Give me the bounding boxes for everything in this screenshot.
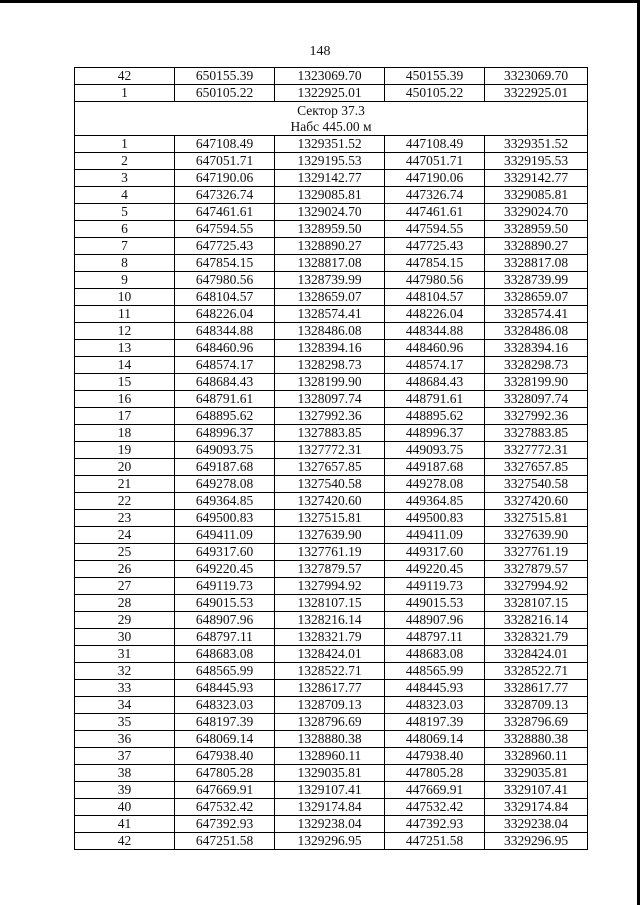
x-local-cell: 448895.62 <box>385 408 485 425</box>
x-coord-cell: 648791.61 <box>175 391 275 408</box>
x-local-cell: 449278.08 <box>385 476 485 493</box>
y-coord-cell: 1327761.19 <box>275 544 385 561</box>
y-local-cell: 3327879.57 <box>485 561 588 578</box>
point-number-cell: 5 <box>75 204 175 221</box>
x-local-cell: 448460.96 <box>385 340 485 357</box>
x-coord-cell: 649411.09 <box>175 527 275 544</box>
y-local-cell: 3327657.85 <box>485 459 588 476</box>
y-coord-cell: 1328097.74 <box>275 391 385 408</box>
x-coord-cell: 649015.53 <box>175 595 275 612</box>
sector-title: Сектор 37.3 <box>297 102 365 118</box>
point-number-cell: 42 <box>75 68 175 85</box>
x-coord-cell: 647392.93 <box>175 816 275 833</box>
table-row <box>75 374 588 391</box>
table-row <box>75 595 588 612</box>
x-coord-cell: 650105.22 <box>175 85 275 102</box>
previous-sector-rows <box>75 68 588 102</box>
x-coord-cell: 649278.08 <box>175 476 275 493</box>
x-local-cell: 448323.03 <box>385 697 485 714</box>
x-local-cell: 450155.39 <box>385 68 485 85</box>
point-number-cell: 18 <box>75 425 175 442</box>
table-row <box>75 629 588 646</box>
x-local-cell: 448574.17 <box>385 357 485 374</box>
y-coord-cell: 1328796.69 <box>275 714 385 731</box>
x-coord-cell: 648323.03 <box>175 697 275 714</box>
x-coord-cell: 647051.71 <box>175 153 275 170</box>
x-local-cell: 450105.22 <box>385 85 485 102</box>
scan-border-top <box>0 0 640 3</box>
x-local-cell: 447669.91 <box>385 782 485 799</box>
x-coord-cell: 648104.57 <box>175 289 275 306</box>
x-local-cell: 447980.56 <box>385 272 485 289</box>
x-coord-cell: 647461.61 <box>175 204 275 221</box>
y-coord-cell: 1328199.90 <box>275 374 385 391</box>
y-local-cell: 3328522.71 <box>485 663 588 680</box>
x-coord-cell: 647532.42 <box>175 799 275 816</box>
y-coord-cell: 1328424.01 <box>275 646 385 663</box>
table-row <box>75 323 588 340</box>
point-number-cell: 1 <box>75 85 175 102</box>
x-local-cell: 449220.45 <box>385 561 485 578</box>
y-coord-cell: 1327515.81 <box>275 510 385 527</box>
y-local-cell: 3328890.27 <box>485 238 588 255</box>
y-coord-cell: 1329107.41 <box>275 782 385 799</box>
x-coord-cell: 649364.85 <box>175 493 275 510</box>
point-number-cell: 37 <box>75 748 175 765</box>
x-local-cell: 448683.08 <box>385 646 485 663</box>
table-row <box>75 833 588 850</box>
y-local-cell: 3327420.60 <box>485 493 588 510</box>
y-local-cell: 3329107.41 <box>485 782 588 799</box>
x-local-cell: 447594.55 <box>385 221 485 238</box>
point-number-cell: 11 <box>75 306 175 323</box>
y-local-cell: 3329035.81 <box>485 765 588 782</box>
x-coord-cell: 647326.74 <box>175 187 275 204</box>
y-local-cell: 3328709.13 <box>485 697 588 714</box>
x-coord-cell: 648344.88 <box>175 323 275 340</box>
y-local-cell: 3327883.85 <box>485 425 588 442</box>
point-number-cell: 17 <box>75 408 175 425</box>
x-local-cell: 447938.40 <box>385 748 485 765</box>
y-coord-cell: 1327540.58 <box>275 476 385 493</box>
y-local-cell: 3328796.69 <box>485 714 588 731</box>
point-number-cell: 25 <box>75 544 175 561</box>
y-local-cell: 3327772.31 <box>485 442 588 459</box>
x-local-cell: 448344.88 <box>385 323 485 340</box>
table-row <box>75 425 588 442</box>
x-coord-cell: 648565.99 <box>175 663 275 680</box>
y-local-cell: 3328880.38 <box>485 731 588 748</box>
x-local-cell: 448069.14 <box>385 731 485 748</box>
x-coord-cell: 648895.62 <box>175 408 275 425</box>
x-local-cell: 447392.93 <box>385 816 485 833</box>
point-number-cell: 15 <box>75 374 175 391</box>
point-number-cell: 7 <box>75 238 175 255</box>
x-local-cell: 448565.99 <box>385 663 485 680</box>
point-number-cell: 31 <box>75 646 175 663</box>
point-number-cell: 21 <box>75 476 175 493</box>
y-coord-cell: 1328817.08 <box>275 255 385 272</box>
y-coord-cell: 1327883.85 <box>275 425 385 442</box>
y-local-cell: 3328960.11 <box>485 748 588 765</box>
table-row <box>75 612 588 629</box>
point-number-cell: 23 <box>75 510 175 527</box>
x-coord-cell: 648069.14 <box>175 731 275 748</box>
y-coord-cell: 1329035.81 <box>275 765 385 782</box>
table-row <box>75 476 588 493</box>
x-local-cell: 449093.75 <box>385 442 485 459</box>
x-coord-cell: 647725.43 <box>175 238 275 255</box>
y-local-cell: 3328739.99 <box>485 272 588 289</box>
point-number-cell: 8 <box>75 255 175 272</box>
point-number-cell: 30 <box>75 629 175 646</box>
y-coord-cell: 1328890.27 <box>275 238 385 255</box>
y-local-cell: 3327639.90 <box>485 527 588 544</box>
y-coord-cell: 1328298.73 <box>275 357 385 374</box>
table-row <box>75 663 588 680</box>
table-row <box>75 357 588 374</box>
y-local-cell: 3329085.81 <box>485 187 588 204</box>
y-local-cell: 3329142.77 <box>485 170 588 187</box>
x-coord-cell: 647251.58 <box>175 833 275 850</box>
sector-header <box>75 102 588 136</box>
x-local-cell: 447725.43 <box>385 238 485 255</box>
y-coord-cell: 1329085.81 <box>275 187 385 204</box>
x-coord-cell: 647854.15 <box>175 255 275 272</box>
table-row <box>75 289 588 306</box>
y-coord-cell: 1322925.01 <box>275 85 385 102</box>
x-coord-cell: 649119.73 <box>175 578 275 595</box>
y-local-cell: 3328959.50 <box>485 221 588 238</box>
y-local-cell: 3328424.01 <box>485 646 588 663</box>
x-local-cell: 448996.37 <box>385 425 485 442</box>
table-row <box>75 731 588 748</box>
point-number-cell: 42 <box>75 833 175 850</box>
y-local-cell: 3328659.07 <box>485 289 588 306</box>
point-number-cell: 40 <box>75 799 175 816</box>
y-coord-cell: 1328574.41 <box>275 306 385 323</box>
x-coord-cell: 648226.04 <box>175 306 275 323</box>
point-number-cell: 26 <box>75 561 175 578</box>
x-local-cell: 449317.60 <box>385 544 485 561</box>
point-number-cell: 9 <box>75 272 175 289</box>
x-coord-cell: 648574.17 <box>175 357 275 374</box>
y-local-cell: 3328216.14 <box>485 612 588 629</box>
point-number-cell: 3 <box>75 170 175 187</box>
point-number-cell: 16 <box>75 391 175 408</box>
x-local-cell: 448791.61 <box>385 391 485 408</box>
x-coord-cell: 647594.55 <box>175 221 275 238</box>
table-row <box>75 408 588 425</box>
x-local-cell: 447051.71 <box>385 153 485 170</box>
point-number-cell: 13 <box>75 340 175 357</box>
table-row <box>75 510 588 527</box>
x-coord-cell: 650155.39 <box>175 68 275 85</box>
table-row <box>75 187 588 204</box>
point-number-cell: 28 <box>75 595 175 612</box>
x-coord-cell: 648683.08 <box>175 646 275 663</box>
point-number-cell: 22 <box>75 493 175 510</box>
y-coord-cell: 1329174.84 <box>275 799 385 816</box>
table-row <box>75 442 588 459</box>
y-coord-cell: 1328659.07 <box>275 289 385 306</box>
x-coord-cell: 649317.60 <box>175 544 275 561</box>
x-coord-cell: 647108.49 <box>175 136 275 153</box>
point-number-cell: 34 <box>75 697 175 714</box>
x-local-cell: 449364.85 <box>385 493 485 510</box>
x-local-cell: 448907.96 <box>385 612 485 629</box>
table-row <box>75 816 588 833</box>
table-row <box>75 799 588 816</box>
x-local-cell: 449015.53 <box>385 595 485 612</box>
y-local-cell: 3329024.70 <box>485 204 588 221</box>
y-local-cell: 3322925.01 <box>485 85 588 102</box>
y-coord-cell: 1328486.08 <box>275 323 385 340</box>
x-local-cell: 449119.73 <box>385 578 485 595</box>
x-local-cell: 449500.83 <box>385 510 485 527</box>
y-coord-cell: 1328522.71 <box>275 663 385 680</box>
y-coord-cell: 1328617.77 <box>275 680 385 697</box>
table-row <box>75 714 588 731</box>
y-local-cell: 3327515.81 <box>485 510 588 527</box>
x-coord-cell: 649093.75 <box>175 442 275 459</box>
point-number-cell: 10 <box>75 289 175 306</box>
table-row <box>75 493 588 510</box>
table-row <box>75 561 588 578</box>
table-row <box>75 459 588 476</box>
point-number-cell: 35 <box>75 714 175 731</box>
point-number-cell: 38 <box>75 765 175 782</box>
y-coord-cell: 1328739.99 <box>275 272 385 289</box>
y-local-cell: 3328817.08 <box>485 255 588 272</box>
x-coord-cell: 648907.96 <box>175 612 275 629</box>
x-local-cell: 447326.74 <box>385 187 485 204</box>
point-number-cell: 2 <box>75 153 175 170</box>
table-row <box>75 85 588 102</box>
x-coord-cell: 648445.93 <box>175 680 275 697</box>
y-coord-cell: 1328321.79 <box>275 629 385 646</box>
y-local-cell: 3328199.90 <box>485 374 588 391</box>
point-number-cell: 20 <box>75 459 175 476</box>
sector-rows <box>75 136 588 850</box>
table-row <box>75 646 588 663</box>
point-number-cell: 32 <box>75 663 175 680</box>
x-coord-cell: 649187.68 <box>175 459 275 476</box>
x-local-cell: 448797.11 <box>385 629 485 646</box>
x-coord-cell: 648460.96 <box>175 340 275 357</box>
y-coord-cell: 1329024.70 <box>275 204 385 221</box>
y-coord-cell: 1327639.90 <box>275 527 385 544</box>
y-local-cell: 3328394.16 <box>485 340 588 357</box>
table-row <box>75 527 588 544</box>
sector-subtitle: Набс 445.00 м <box>290 118 372 134</box>
table-row <box>75 544 588 561</box>
x-local-cell: 447854.15 <box>385 255 485 272</box>
table-row <box>75 306 588 323</box>
point-number-cell: 19 <box>75 442 175 459</box>
y-coord-cell: 1327879.57 <box>275 561 385 578</box>
y-coord-cell: 1327992.36 <box>275 408 385 425</box>
y-coord-cell: 1328880.38 <box>275 731 385 748</box>
x-local-cell: 448104.57 <box>385 289 485 306</box>
x-local-cell: 448226.04 <box>385 306 485 323</box>
point-number-cell: 41 <box>75 816 175 833</box>
point-number-cell: 14 <box>75 357 175 374</box>
y-coord-cell: 1328216.14 <box>275 612 385 629</box>
x-coord-cell: 648197.39 <box>175 714 275 731</box>
table-row <box>75 68 588 85</box>
table-row <box>75 255 588 272</box>
x-coord-cell: 647190.06 <box>175 170 275 187</box>
x-local-cell: 448445.93 <box>385 680 485 697</box>
y-coord-cell: 1328394.16 <box>275 340 385 357</box>
x-local-cell: 448684.43 <box>385 374 485 391</box>
y-local-cell: 3327540.58 <box>485 476 588 493</box>
x-local-cell: 447251.58 <box>385 833 485 850</box>
y-local-cell: 3328574.41 <box>485 306 588 323</box>
table-row <box>75 765 588 782</box>
x-coord-cell: 647669.91 <box>175 782 275 799</box>
y-local-cell: 3328097.74 <box>485 391 588 408</box>
table-row <box>75 153 588 170</box>
y-local-cell: 3327761.19 <box>485 544 588 561</box>
y-local-cell: 3327994.92 <box>485 578 588 595</box>
y-coord-cell: 1328107.15 <box>275 595 385 612</box>
table-row <box>75 697 588 714</box>
x-local-cell: 447805.28 <box>385 765 485 782</box>
table-row <box>75 782 588 799</box>
table-row <box>75 340 588 357</box>
x-local-cell: 447190.06 <box>385 170 485 187</box>
x-coord-cell: 649500.83 <box>175 510 275 527</box>
point-number-cell: 39 <box>75 782 175 799</box>
point-number-cell: 27 <box>75 578 175 595</box>
y-coord-cell: 1328959.50 <box>275 221 385 238</box>
table-row <box>75 136 588 153</box>
point-number-cell: 29 <box>75 612 175 629</box>
y-local-cell: 3329351.52 <box>485 136 588 153</box>
x-local-cell: 448197.39 <box>385 714 485 731</box>
y-local-cell: 3329296.95 <box>485 833 588 850</box>
page-number: 148 <box>309 44 331 59</box>
x-coord-cell: 649220.45 <box>175 561 275 578</box>
point-number-cell: 1 <box>75 136 175 153</box>
point-number-cell: 4 <box>75 187 175 204</box>
x-local-cell: 447461.61 <box>385 204 485 221</box>
y-local-cell: 3327992.36 <box>485 408 588 425</box>
table-row <box>75 272 588 289</box>
y-coord-cell: 1329296.95 <box>275 833 385 850</box>
table-row <box>75 170 588 187</box>
sector-header-row <box>75 102 588 136</box>
y-coord-cell: 1327772.31 <box>275 442 385 459</box>
point-number-cell: 33 <box>75 680 175 697</box>
y-coord-cell: 1328709.13 <box>275 697 385 714</box>
point-number-cell: 12 <box>75 323 175 340</box>
y-coord-cell: 1329142.77 <box>275 170 385 187</box>
table-row <box>75 680 588 697</box>
table-row <box>75 238 588 255</box>
y-coord-cell: 1327657.85 <box>275 459 385 476</box>
table-row <box>75 578 588 595</box>
y-local-cell: 3329174.84 <box>485 799 588 816</box>
y-coord-cell: 1327420.60 <box>275 493 385 510</box>
x-local-cell: 447532.42 <box>385 799 485 816</box>
y-local-cell: 3329195.53 <box>485 153 588 170</box>
point-number-cell: 36 <box>75 731 175 748</box>
y-coord-cell: 1327994.92 <box>275 578 385 595</box>
y-local-cell: 3328486.08 <box>485 323 588 340</box>
x-coord-cell: 647980.56 <box>175 272 275 289</box>
point-number-cell: 24 <box>75 527 175 544</box>
table-row <box>75 748 588 765</box>
x-local-cell: 449187.68 <box>385 459 485 476</box>
table-row <box>75 204 588 221</box>
y-coord-cell: 1323069.70 <box>275 68 385 85</box>
x-local-cell: 449411.09 <box>385 527 485 544</box>
x-coord-cell: 647938.40 <box>175 748 275 765</box>
y-coord-cell: 1329195.53 <box>275 153 385 170</box>
y-local-cell: 3329238.04 <box>485 816 588 833</box>
point-number-cell: 6 <box>75 221 175 238</box>
x-local-cell: 447108.49 <box>385 136 485 153</box>
y-coord-cell: 1329238.04 <box>275 816 385 833</box>
y-local-cell: 3323069.70 <box>485 68 588 85</box>
table-row <box>75 391 588 408</box>
x-coord-cell: 648684.43 <box>175 374 275 391</box>
x-coord-cell: 648797.11 <box>175 629 275 646</box>
y-local-cell: 3328321.79 <box>485 629 588 646</box>
table-row <box>75 221 588 238</box>
y-local-cell: 3328107.15 <box>485 595 588 612</box>
x-coord-cell: 647805.28 <box>175 765 275 782</box>
y-local-cell: 3328617.77 <box>485 680 588 697</box>
coordinates-table <box>74 67 588 850</box>
y-coord-cell: 1329351.52 <box>275 136 385 153</box>
y-local-cell: 3328298.73 <box>485 357 588 374</box>
x-coord-cell: 648996.37 <box>175 425 275 442</box>
sector-header-group <box>75 102 588 136</box>
y-coord-cell: 1328960.11 <box>275 748 385 765</box>
